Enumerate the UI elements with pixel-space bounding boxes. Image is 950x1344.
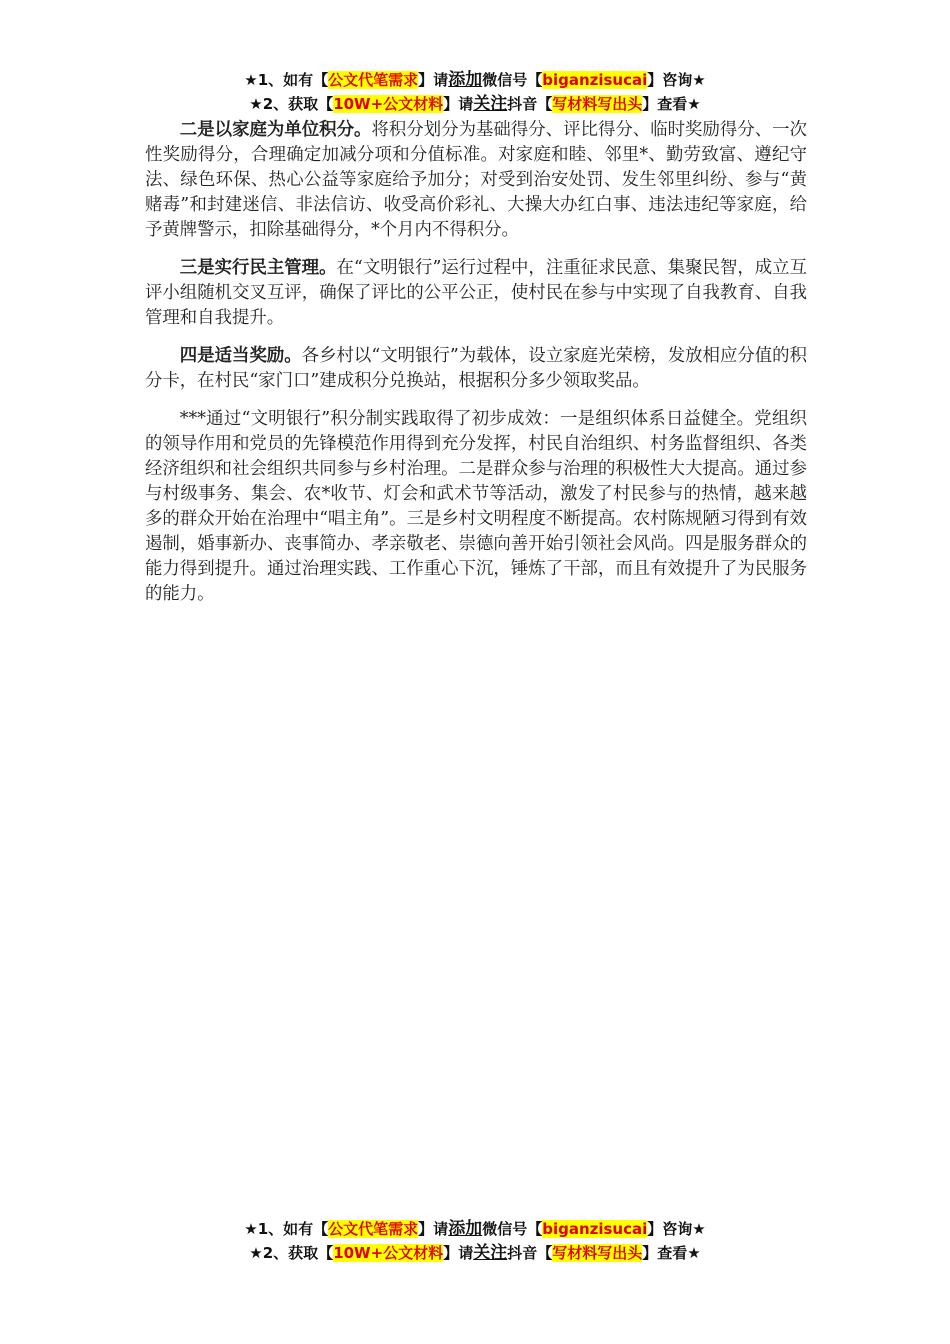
banner-text: 1、如有【 <box>257 71 329 89</box>
document-body <box>145 118 807 620</box>
highlight-service: 公文代笔需求 <box>328 1220 419 1238</box>
star-icon: ★ <box>249 1244 263 1262</box>
banner-line-1 <box>0 1217 950 1241</box>
highlight-douyin-account[interactable]: 写材料写出头 <box>552 1244 643 1262</box>
underlined-follow: 关注 <box>473 94 508 114</box>
banner-text: 】咨询★ <box>647 71 706 89</box>
header-banner <box>0 68 950 116</box>
banner-text: 】请 <box>418 1220 449 1238</box>
banner-line-2 <box>0 92 950 116</box>
paragraph <box>145 344 807 394</box>
banner-line-1 <box>0 68 950 92</box>
star-icon: ★ <box>244 71 258 89</box>
highlight-materials: 10W+公文材料 <box>333 95 444 113</box>
underlined-add: 添加 <box>448 70 483 90</box>
banner-text: 2、获取【 <box>262 1244 334 1262</box>
underlined-add: 添加 <box>448 1219 483 1239</box>
banner-text: 】查看★ <box>642 1244 701 1262</box>
banner-text: 】咨询★ <box>647 1220 706 1238</box>
banner-line-2 <box>0 1241 950 1265</box>
banner-text: 微信号【 <box>482 71 543 89</box>
banner-text: 】查看★ <box>642 95 701 113</box>
highlight-wechat-id[interactable]: biganzisucai <box>542 1220 648 1238</box>
highlight-wechat-id[interactable]: biganzisucai <box>542 71 648 89</box>
banner-text: 微信号【 <box>482 1220 543 1238</box>
highlight-service: 公文代笔需求 <box>328 71 419 89</box>
footer-banner <box>0 1217 950 1265</box>
star-icon: ★ <box>249 95 263 113</box>
banner-text: 2、获取【 <box>262 95 334 113</box>
paragraph-text: 在“文明银行”运行过程中，注重征求民意、集聚民智，成立互评小组随机交叉互评，确保了评比的公平公正，使村民在参与中实现了自我教育、自我管理和自我提升。 <box>145 258 807 328</box>
star-icon: ★ <box>244 1220 258 1238</box>
paragraph-lead: 三是实行民主管理。 <box>179 258 337 278</box>
banner-text: 1、如有【 <box>257 1220 329 1238</box>
paragraph <box>145 118 807 243</box>
banner-text: 抖音【 <box>507 1244 553 1262</box>
banner-text: 】请 <box>443 95 474 113</box>
highlight-douyin-account[interactable]: 写材料写出头 <box>552 95 643 113</box>
banner-text: 抖音【 <box>507 95 553 113</box>
paragraph-text: 各乡村以“文明银行”为载体，设立家庭光荣榜，发放相应分值的积分卡，在村民“家门口”建成积分兑换站，根据积分多少领取奖品。 <box>145 346 807 391</box>
banner-text: 】请 <box>443 1244 474 1262</box>
highlight-materials: 10W+公文材料 <box>333 1244 444 1262</box>
paragraph <box>145 407 807 607</box>
paragraph <box>145 256 807 331</box>
paragraph-text: 将积分划分为基础得分、评比得分、临时奖励得分、一次性奖励得分，合理确定加减分项和分值标准。对家庭和睦、邻里*、勤劳致富、遵纪守法、绿色环保、热心公益等家庭给予加分；对受到治安处罚、发生邻里纠纷、参与“黄赌毒”和封建迷信、非法信访、收受高价彩礼、大操大办红白事、违法违纪等家庭，给予黄牌警示，扣除基础得分，*个月内不得积分。 <box>145 120 807 240</box>
banner-text: 】请 <box>418 71 449 89</box>
paragraph-lead: 四是适当奖励。 <box>179 346 302 366</box>
underlined-follow: 关注 <box>473 1243 508 1263</box>
paragraph-lead: 二是以家庭为单位积分。 <box>179 120 372 140</box>
paragraph-text: ***通过“文明银行”积分制实践取得了初步成效：一是组织体系日益健全。党组织的领导作用和党员的先锋模范作用得到充分发挥，村民自治组织、村务监督组织、各类经济组织和社会组织共同参与乡村治理。二是群众参与治理的积极性大大提高。通过参与村级事务、集会、农*收节、灯会和武术节等活动，激发了村民参与的热情，越来越多的群众开始在治理中“唱主角”。三是乡村文明程度不断提高。农村陈规陋习得到有效遏制，婚事新办、丧事简办、孝亲敬老、崇德向善开始引领社会风尚。四是服务群众的能力得到提升。通过治理实践、工作重心下沉，锤炼了干部，而且有效提升了为民服务的能力。 <box>145 409 807 604</box>
